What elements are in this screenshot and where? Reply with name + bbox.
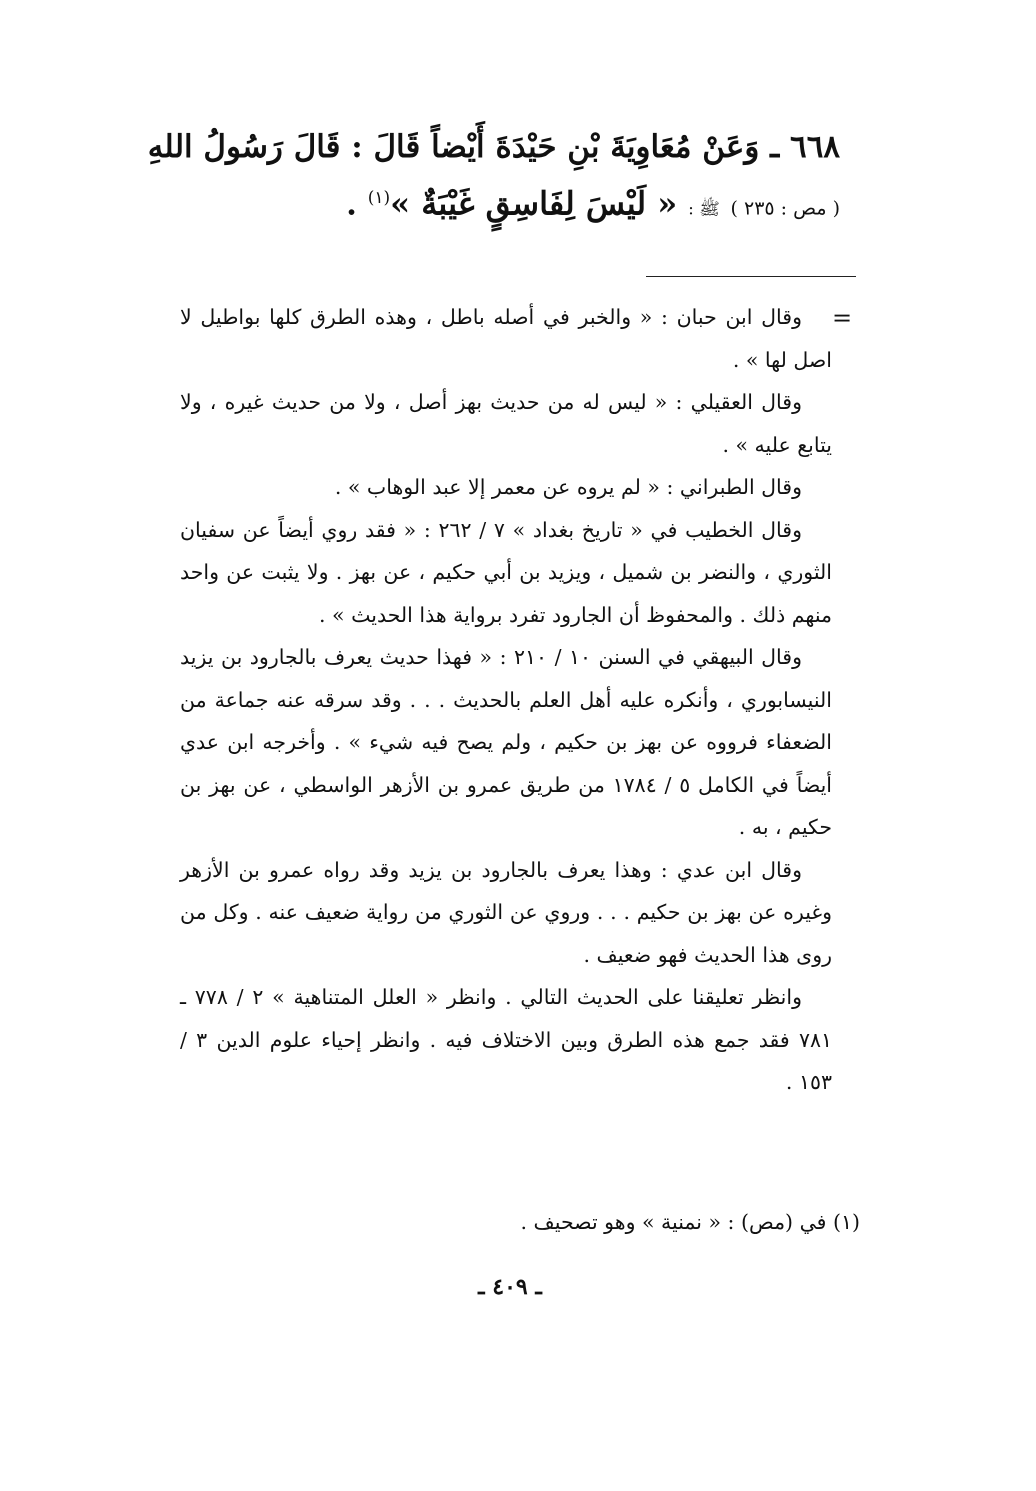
- footnote-1: (١) في (مص) : « نمنية » وهو تصحيف .: [520, 1210, 860, 1234]
- note-ibn-adi: وقال ابن عدي : وهذا يعرف بالجارود بن يزيد وقد رواه عمرو بن الأزهر وغيره عن بهز بن حكيم . . . وروي عن الثوري من رواية ضعيف عنه . وكل من روى هذا الحديث فهو ضعيف .: [180, 857, 832, 967]
- note-uqayli: وقال العقيلي : « ليس له من حديث بهز أصل ، ولا من حديث غيره ، ولا يتابع عليه » .: [180, 390, 832, 457]
- note-ibn-hibban: وقال ابن حبان : « والخبر في أصله باطل ، وهذه الطرق كلها بواطيل لا اصل لها » .: [180, 305, 832, 372]
- note-tabarani: وقال الطبراني : « لم يروه عن معمر إلا عبد الوهاب » .: [334, 475, 802, 499]
- footnote-separator-rule: [646, 276, 856, 277]
- hadith-line-2: [160, 172, 840, 235]
- note-khatib: وقال الخطيب في « تاريخ بغداد » ٧ / ٢٦٢ : « فقد روي أيضاً عن سفيان الثوري ، والنضر بن شميل ، ويزيد بن أبي حكيم ، عن بهز . ولا يثبت عن واحد منهم ذلك . والمحفوظ أن الجارود تفرد برواية هذا الحديث » .: [180, 517, 832, 627]
- page-number: ـ ٤٠٩ ـ: [478, 1274, 542, 1300]
- note-bayhaqi: وقال البيهقي في السنن ١٠ / ٢١٠ : « فهذا حديث يعرف بالجارود بن يزيد النيسابوري ، وأنكره عليه أهل العلم بالحديث . . . وقد سرقه عنه جماعة من الضعفاء فرووه عن بهز بن حكيم ، ولم يصح فيه شيء » . وأخرجه ابن عدي أيضاً في الكامل ٥ / ١٧٨٤ من طريق عمرو بن الأزهر الواسطي ، عن بهز بن حكيم ، به .: [180, 645, 832, 839]
- footnote-marker: (١): [367, 188, 391, 208]
- hadith-text: [147, 122, 840, 235]
- salla-glyph: ﷺ :: [688, 199, 720, 220]
- note-references: وانظر تعليقنا على الحديث التالي . وانظر « العلل المتناهية » ٢ / ٧٧٨ ـ ٧٨١ فقد جمع هذه الطرق وبين الاختلاف فيه . وانظر إحياء علوم الدين ٣ / ١٥٣ .: [180, 985, 832, 1094]
- hadith-end-period: .: [346, 186, 357, 223]
- source-reference: ( مص : ٢٣٥ ): [730, 197, 840, 220]
- continuation-mark: =: [831, 304, 853, 332]
- hadith-line-1: ٦٦٨ ـ وَعَنْ مُعَاوِيَةَ بْنِ حَيْدَةَ أَيْضاً قَالَ : قَالَ رَسُولُ اللهِ: [147, 129, 840, 165]
- hadith-quote: « لَيْسَ لِفَاسِقٍ غَيْبَةٌ »: [390, 184, 678, 223]
- commentary-notes: [180, 296, 832, 1104]
